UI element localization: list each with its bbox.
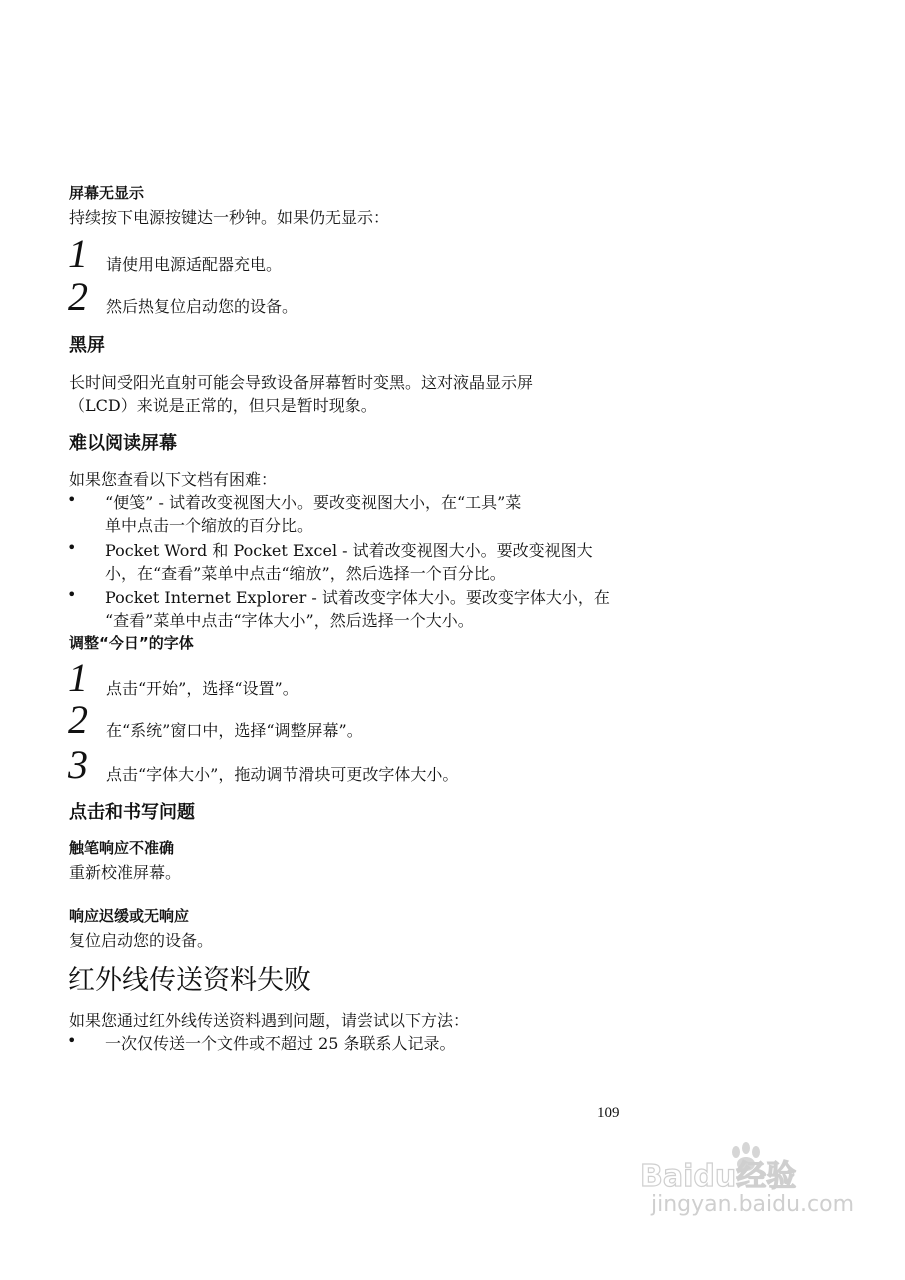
watermark-url: jingyan.baidu.com [651,1192,855,1217]
step-number: 2 [68,274,88,319]
bullet-text: Pocket Internet Explorer - 试着改变字体大小。要改变字体大小，在 [105,588,610,607]
section-title-black-screen: 黑屏 [69,335,105,356]
page-number: 109 [597,1105,620,1121]
bullet-text-cont: 单中点击一个缩放的百分比。 [105,516,314,535]
section-title-today-font: 调整“今日”的字体 [69,634,194,652]
subsection-text: 复位启动您的设备。 [69,931,214,950]
subsection-title: 触笔响应不准确 [69,839,175,857]
ir-intro: 如果您通过红外线传送资料遇到问题，请尝试以下方法： [69,1011,470,1030]
step-text: 然后热复位启动您的设备。 [106,297,299,316]
section-title-no-display: 屏幕无显示 [69,184,145,202]
step-text: 在“系统”窗口中，选择“调整屏幕”。 [106,721,363,740]
watermark-logo-text: Baidu经验 [640,1159,797,1190]
step-number: 1 [68,655,88,700]
section-title-tap-write: 点击和书写问题 [69,802,195,823]
subsection-title: 响应迟缓或无响应 [69,907,190,925]
bullet-mark: • [67,490,77,509]
step-text: 点击“字体大小”，拖动调节滑块可更改字体大小。 [106,765,459,784]
bullet-mark: • [67,1031,77,1050]
bullet-text-cont: “查看”菜单中点击“字体大小”，然后选择一个大小。 [105,611,474,630]
step-number: 3 [68,742,88,787]
bullet-text: Pocket Word 和 Pocket Excel - 试着改变视图大小。要改变视图大 [105,541,593,560]
baidu-paw-icon [640,1140,870,1190]
step-number: 2 [68,697,88,742]
step-text: 请使用电源适配器充电。 [106,255,283,274]
bullet-text: 一次仅传送一个文件或不超过 25 条联系人记录。 [105,1034,456,1053]
hard-to-read-intro: 如果您查看以下文档有困难： [69,470,278,489]
bullet-text: “便笺” - 试着改变视图大小。要改变视图大小，在“工具”菜 [105,493,522,512]
subsection-text: 重新校准屏幕。 [69,863,182,882]
no-display-intro: 持续按下电源按键达一秒钟。如果仍无显示： [69,208,390,227]
bullet-text-cont: 小，在“查看”菜单中点击“缩放”，然后选择一个百分比。 [105,564,506,583]
baidu-watermark-logo [640,1140,870,1190]
bullet-mark: • [67,538,77,557]
bullet-mark: • [67,585,77,604]
step-number: 1 [68,231,88,276]
black-screen-text-line: （LCD）来说是正常的，但只是暂时现象。 [69,396,377,415]
black-screen-text-line: 长时间受阳光直射可能会导致设备屏幕暂时变黑。这对液晶显示屏 [69,373,534,392]
section-title-hard-to-read: 难以阅读屏幕 [69,433,177,454]
step-text: 点击“开始”，选择“设置”。 [106,679,299,698]
chapter-title-ir: 红外线传送资料失败 [68,965,311,996]
